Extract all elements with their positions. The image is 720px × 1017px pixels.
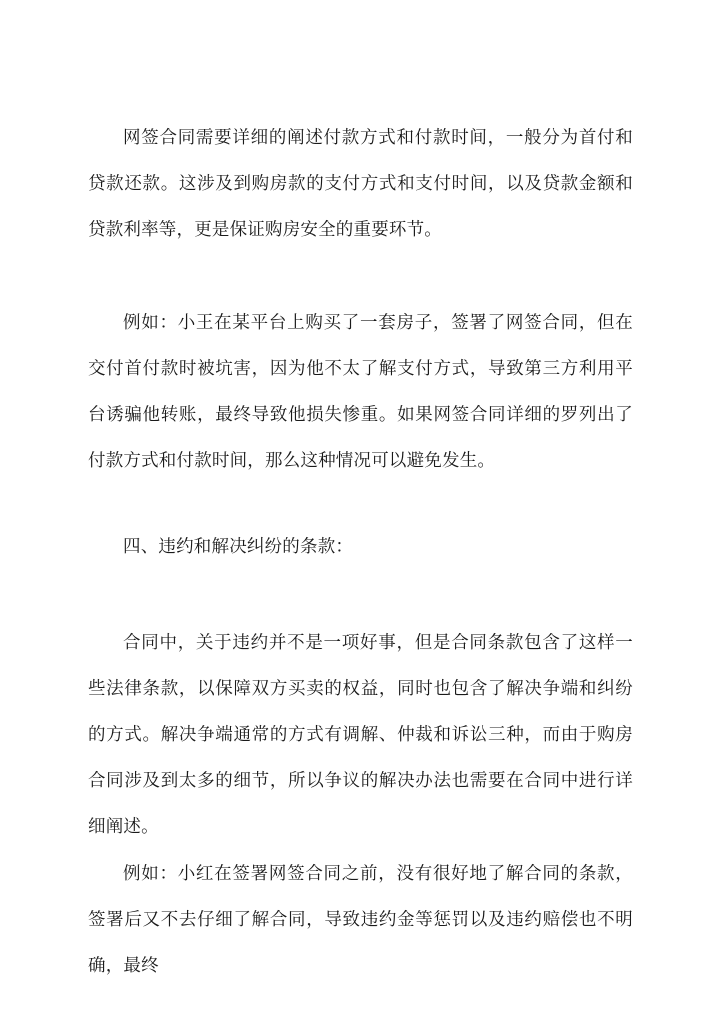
section-heading-breach-disputes: 四、违约和解决纠纷的条款： (123, 537, 354, 557)
paragraph-example-xiaowang: 例如：小王在某平台上购买了一套房子，签署了网签合同，但在交付首付款时被坑害，因为他不太了解支付方式，导致第三方利用平台诱骗他转账，最终导致他损失惨重。如果网签合同详细的罗列出了付款方式和付款时间，那么这种情况可以避免发生。 (88, 313, 633, 471)
paragraph-breach-clauses: 合同中，关于违约并不是一项好事，但是合同条款包含了这样一些法律条款，以保障双方买卖的权益，同时也包含了解决争端和纠纷的方式。解决争端通常的方式有调解、仲裁和诉讼三种，而由于购房合同涉及到太多的细节，所以争议的解决办法也需要在合同中进行详细阐述。 (88, 633, 633, 837)
paragraph-payment-terms: 网签合同需要详细的阐述付款方式和付款时间，一般分为首付和贷款还款。这涉及到购房款的支付方式和支付时间，以及贷款金额和贷款利率等，更是保证购房安全的重要环节。 (88, 128, 633, 240)
paragraph-example-xiaohong: 例如：小红在签署网签合同之前，没有很好地了解合同的条款，签署后又不去仔细了解合同，导致违约金等惩罚以及违约赔偿也不明确，最终 (88, 864, 633, 976)
